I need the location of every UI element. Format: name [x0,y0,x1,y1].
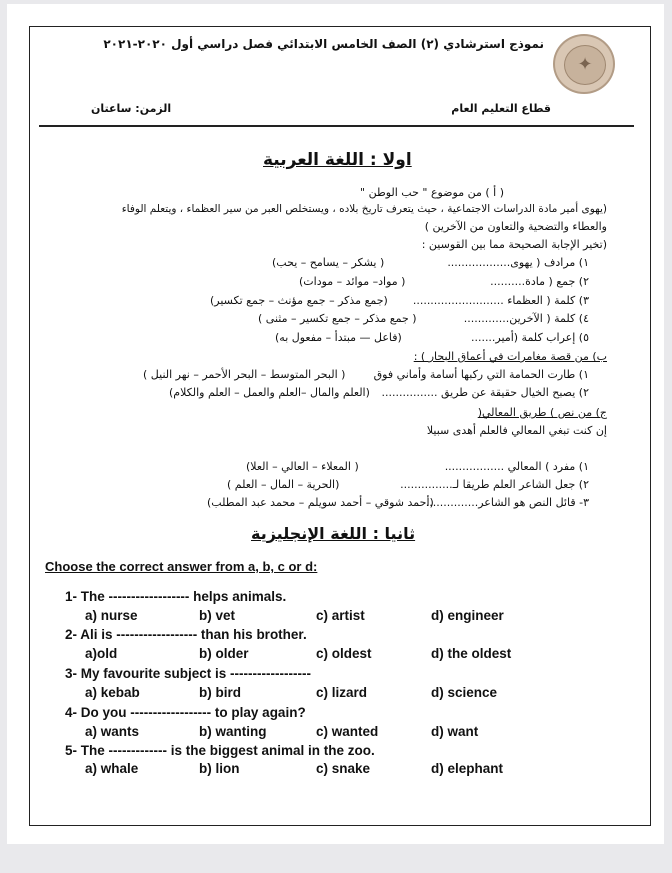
header-divider [39,125,634,127]
q2-option-c: c) oldest [316,646,372,661]
q5-option-b: b) lion [199,761,240,776]
q5-option-a: a) whale [85,761,139,776]
english-question-3: 3- My favourite subject is ------------------ [65,666,311,681]
instruction: (تخير الإجابة الصحيحة مما بين القوسين : [421,238,607,251]
question-1: ١) مرادف ( يهوى.................. [447,256,589,269]
q3-option-d: d) science [431,685,498,700]
english-question-5: 5- The ------------- is the biggest animal in the zoo. [65,743,375,758]
question-5-options: (فاعل — مبتدأ – مفعول به) [275,331,402,344]
q4-option-d: d) want [431,724,479,739]
time-label: الزمن: ساعتان [91,102,172,115]
question-3: ٣) كلمة ( العظماء .......................... [412,294,589,307]
question-c2-options: (الحرية – المال – العلم ) [227,478,340,491]
english-question-2: 2- Ali is ------------------ than his brother. [65,627,307,642]
q1-option-b: b) vet [199,608,236,623]
english-question-4: 4- Do you ------------------ to play again? [65,705,306,720]
passage-line-1: (يهوى أمير مادة الدراسات الاجتماعية ، حيث يتعرف تاريخ بلاده ، ويستخلص العبر من سير العظماء ، ويتعلم الوفاء [121,203,607,215]
question-5: ٥) إعراب كلمة (أمير....... [470,331,589,344]
question-c1-options: ( المعلاء – العالي – العلا) [246,460,359,473]
q4-option-b: b) wanting [199,724,267,739]
question-b2: ٢) يصبح الخيال حقيقة عن طريق ................ [381,386,589,399]
exam-page [7,4,664,844]
question-4-options: ( جمع مذكر – جمع تكسير – مثنى ) [258,312,417,325]
q2-option-a: a)old [85,646,118,661]
question-c1: ١) مفرد ) المعالي ................. [444,460,589,473]
q1-option-c: c) artist [316,608,365,623]
part-b-heading: ب) من قصة مغامرات في أعماق البحار ) : [413,350,607,363]
question-b2-options: (العلم والمال –العلم والعمل – العلم والكلام) [169,386,370,399]
q2-option-b: b) older [199,646,249,661]
part-c-heading: ج) من نص ) طريق المعالي( [477,406,607,419]
q2-option-d: d) the oldest [431,646,512,661]
q5-option-d: d) elephant [431,761,504,776]
passage-line-2: والعطاء والتضحية والتعاون من الآخرين ) [424,220,607,233]
english-instruction: Choose the correct answer from a, b, c or d: [45,559,318,574]
arabic-section-heading: اولا : اللغة العربية [263,150,412,170]
question-3-options: (جمع مذكر – جمع مؤنث – جمع تكسير) [210,294,388,307]
question-b1-options: ( البحر المتوسط – البحر الأحمر – نهر النيل ) [143,368,346,381]
q4-option-c: c) wanted [316,724,379,739]
question-1-options: ( يشكر – يسامح – يحب) [272,256,385,269]
question-2: ٢) جمع ( مادة.......... [490,275,589,288]
ministry-emblem-icon: ✦ [553,34,615,94]
question-2-options: ( مواد– موائد – مودات) [299,275,406,288]
q4-option-a: a) wants [85,724,140,739]
sector-label: قطاع التعليم العام [451,102,551,115]
poem-verse: إن كنت تبغي المعالي فالعلم أهدى سبيلا [426,424,607,437]
question-c3-options: (أحمد شوقي – أحمد سويلم – محمد عبد المطلب) [207,496,434,509]
q1-option-a: a) nurse [85,608,138,623]
q3-option-a: a) kebab [85,685,140,700]
q3-option-c: c) lizard [316,685,368,700]
q5-option-c: c) snake [316,761,371,776]
exam-title: نموذج استرشادي (٢) الصف الخامس الابتدائي فصل دراسي أول ٢٠٢٠-٢٠٢١ [103,37,544,51]
q3-option-b: b) bird [199,685,241,700]
q1-option-d: d) engineer [431,608,504,623]
question-4: ٤) كلمة ( الآخرين............. [463,312,589,325]
part-a-intro: ( أ ) من موضوع " حب الوطن " [360,186,504,199]
english-question-1: 1- The ------------------ helps animals. [65,589,287,604]
question-c2: ٢) جعل الشاعر العلم طريقا لـ............... [400,478,589,491]
question-c3: ٣- قائل النص هو الشاعر............... [425,496,589,509]
english-section-heading: ثانيا : اللغة الإنجليزية [251,524,416,543]
question-b1: ١) طارت الحمامة التي ركبها أسامة وأماني فوق [373,368,589,381]
